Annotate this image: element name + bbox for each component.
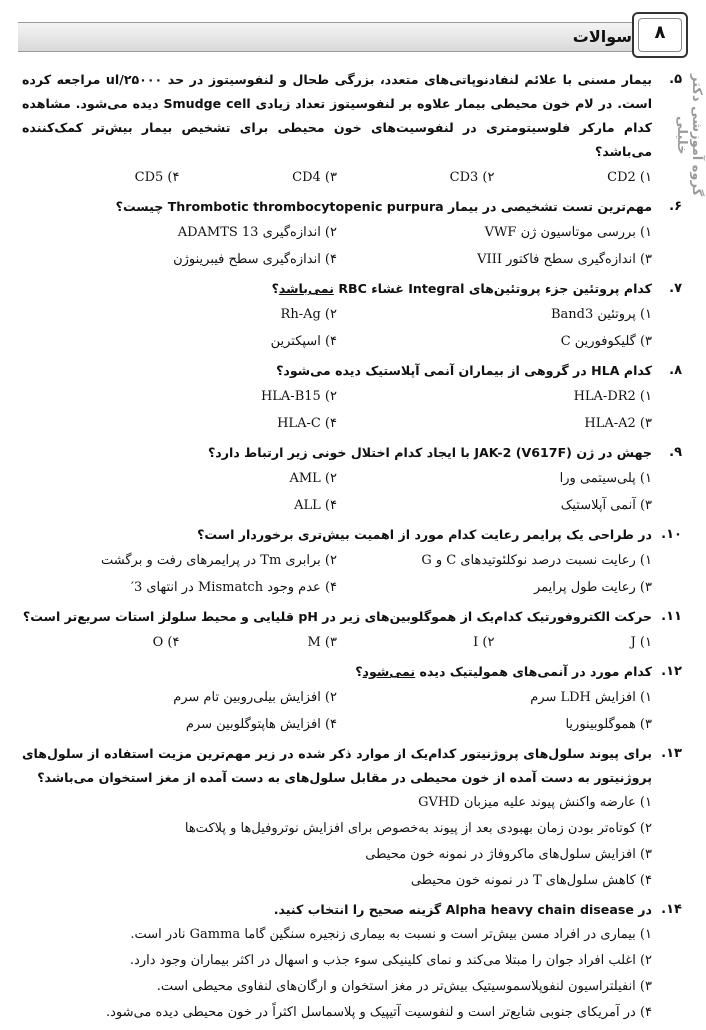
question-7 <box>22 277 682 355</box>
option-4[interactable]: ۴) افزایش هاپتوگلوبین سرم <box>185 717 337 732</box>
option-1[interactable]: ۱) J <box>630 635 652 650</box>
question-text-main: کدام مورد در آنمی‌های همولیتیک دیده <box>415 664 652 679</box>
question-6 <box>22 195 682 273</box>
question-text: مهم‌ترین تست تشخیصی در بیمار Thrombotic thrombocytopenic purpura چیست؟ <box>115 199 652 214</box>
question-14 <box>22 898 682 1026</box>
options <box>22 790 682 894</box>
question-text <box>22 277 652 301</box>
question-8 <box>22 359 682 437</box>
option-4[interactable]: ۴) O <box>152 635 180 650</box>
option-4[interactable]: ۴) CD5 <box>134 170 180 185</box>
option-4[interactable]: ۴) اسپکترین <box>270 334 337 349</box>
question-list <box>22 68 682 1030</box>
option-1[interactable]: ۱) پلی‌سیتمی ورا <box>559 471 652 486</box>
option-1[interactable]: ۱) HLA-DR2 <box>573 389 652 404</box>
option-3[interactable]: ۳) انفیلتراسیون لنفوپلاسموسیتیک بیش‌تر در مغز استخوان و ارگان‌های لنفاوی محیطی است. <box>156 979 652 994</box>
options <box>22 629 682 656</box>
option-4[interactable]: ۴) در آمریکای جنوبی شایع‌تر است و لنفوسیت آتیپیک و پلاسماسل اکثراً در خون محیطی دیده می‌شود. <box>106 1005 652 1020</box>
question-text: حرکت الکتروفورتیک کدام‌یک از هموگلوبین‌های زیر در pH قلیایی و محیط سلولز استات سریع‌تر است؟ <box>22 609 652 624</box>
option-3[interactable]: ۳) افزایش سلول‌های ماکروفاژ در نمونه خون محیطی <box>365 847 652 862</box>
question-11 <box>22 605 682 656</box>
options <box>22 164 682 191</box>
question-text: در Alpha heavy chain disease گزینه صحیح را انتخاب کنید. <box>273 902 652 917</box>
page-number: ۸ <box>654 22 666 43</box>
option-3[interactable]: ۳) رعایت طول پرایمر <box>533 580 652 595</box>
option-1[interactable]: ۱) بیماری در افراد مسن بیش‌تر است و نسبت به بیماری زنجیره سنگین گاما Gamma نادر است. <box>130 927 652 942</box>
question-text: در طراحی یک پرایمر رعایت کدام مورد از اهمیت بیش‌تری برخوردار است؟ <box>197 527 652 542</box>
question-text: کدام HLA در گروهی از بیماران آنمی آپلاستیک دیده می‌شود؟ <box>276 363 652 378</box>
option-2[interactable]: ۲) اغلب افراد جوان را مبتلا می‌کند و نمای کلینیکی سوء جذب و اسهال در اکثر بیماران وجود دارد. <box>129 953 652 968</box>
question-number: ۹. <box>669 445 682 460</box>
option-4[interactable]: ۴) عدم وجود Mismatch در انتهای 3′ <box>131 580 337 595</box>
question-13 <box>22 742 682 894</box>
question-number: ۱۳. <box>661 746 682 761</box>
option-1[interactable]: ۱) افزایش LDH سرم <box>530 690 652 705</box>
question-mark: ؟ <box>355 664 363 679</box>
options <box>22 219 682 273</box>
option-4[interactable]: ۴) کاهش سلول‌های T در نمونه خون محیطی <box>410 873 652 888</box>
option-1[interactable]: ۱) CD2 <box>607 170 652 185</box>
option-2[interactable]: ۲) HLA-B15 <box>260 389 337 404</box>
option-4[interactable]: ۴) HLA-C <box>277 416 337 431</box>
negation-emphasis: نمی‌شود <box>362 664 416 679</box>
option-4[interactable]: ۴) اندازه‌گیری سطح فیبرینوژن <box>173 252 337 267</box>
question-5 <box>22 68 682 191</box>
option-3[interactable]: ۳) اندازه‌گیری سطح فاکتور VIII <box>477 252 652 267</box>
question-number: ۷. <box>669 281 682 296</box>
question-text: بیمار مسنی با علائم لنفادنوپاتی‌های متعدد، بزرگی طحال و لنفوسیتوز در حد ۲۵۰۰۰/ul مراجعه کرده است. در لام خون محیطی بیمار علاوه بر لنفوسیتوز تعداد زیادی Smudge cell دیده می‌شود. مشاهده کدام مارکر فلوسیتومتری در لنفوسیت‌های خون محیطی برای تشخیص بیمار بیش‌تر کمک‌کننده می‌باشد؟ <box>22 72 653 159</box>
option-3[interactable]: ۳) هموگلوبینوریا <box>565 717 652 732</box>
options <box>22 383 682 437</box>
header-bar <box>18 22 648 52</box>
question-mark: ؟ <box>271 281 279 296</box>
option-2[interactable]: ۲) برابری Tm در پرایمرهای رفت و برگشت <box>100 553 337 568</box>
question-9 <box>22 441 682 519</box>
option-2[interactable]: ۲) کوتاه‌تر بودن زمان بهبودی بعد از پیوند به‌خصوص برای افزایش نوتروفیل‌ها و پلاکت‌ها <box>184 821 652 836</box>
question-10 <box>22 523 682 601</box>
option-2[interactable]: ۲) اندازه‌گیری ADAMTS 13 <box>177 225 337 240</box>
question-text: برای پیوند سلول‌های پروژنیتور کدام‌یک از موارد ذکر شده در زیر مهم‌ترین مزیت استفاده از سلول‌های پروژنیتور به دست آمده از خون محیطی در مقابل سلول‌های به دست آمده از مغز استخوان می‌باشد؟ <box>22 746 652 785</box>
question-number: ۱۱. <box>661 609 682 624</box>
section-title: سوالات <box>572 27 632 46</box>
option-2[interactable]: ۲) I <box>473 635 495 650</box>
option-2[interactable]: ۲) CD3 <box>449 170 495 185</box>
option-2[interactable]: ۲) افزایش بیلی‌روبین تام سرم <box>173 690 337 705</box>
question-text-main: کدام پروتئین جزء پروتئین‌های Integral غشاء RBC <box>333 281 652 296</box>
options <box>22 684 682 738</box>
option-3[interactable]: ۳) گلیکوفورین C <box>560 334 652 349</box>
page-number-box <box>632 12 688 58</box>
option-1[interactable]: ۱) عارضه واکنش پیوند علیه میزبان GVHD <box>418 795 652 810</box>
question-number: ۱۴. <box>661 902 682 917</box>
option-3[interactable]: ۳) HLA-A2 <box>584 416 652 431</box>
option-1[interactable]: ۱) پروتئین Band3 <box>550 307 652 322</box>
negation-emphasis: نمی‌باشد <box>278 281 334 296</box>
question-12 <box>22 660 682 738</box>
option-1[interactable]: ۱) بررسی موتاسیون ژن VWF <box>484 225 652 240</box>
question-number: ۸. <box>669 363 682 378</box>
options <box>22 547 682 601</box>
option-2[interactable]: ۲) AML <box>289 471 337 486</box>
question-number: ۱۰. <box>661 527 682 542</box>
option-3[interactable]: ۳) M <box>307 635 337 650</box>
options <box>22 465 682 519</box>
options <box>22 922 682 1026</box>
question-number: ۵. <box>669 72 682 87</box>
options <box>22 301 682 355</box>
question-text: جهش در ژن JAK-2 (V617F) با ایجاد کدام اختلال خونی زیر ارتباط دارد؟ <box>207 445 652 460</box>
option-1[interactable]: ۱) رعایت نسبت درصد نوکلئوتیدهای C و G <box>421 553 652 568</box>
page-header <box>18 12 690 56</box>
option-3[interactable]: ۳) آنمی آپلاستیک <box>560 498 652 513</box>
publisher-watermark: گروه آموزشی دکتر خلیلی <box>674 73 704 197</box>
option-2[interactable]: ۲) Rh-Ag <box>280 307 337 322</box>
question-number: ۱۲. <box>661 664 682 679</box>
question-number: ۶. <box>669 199 682 214</box>
option-4[interactable]: ۴) ALL <box>294 498 337 513</box>
option-3[interactable]: ۳) CD4 <box>292 170 337 185</box>
question-text <box>22 660 652 684</box>
